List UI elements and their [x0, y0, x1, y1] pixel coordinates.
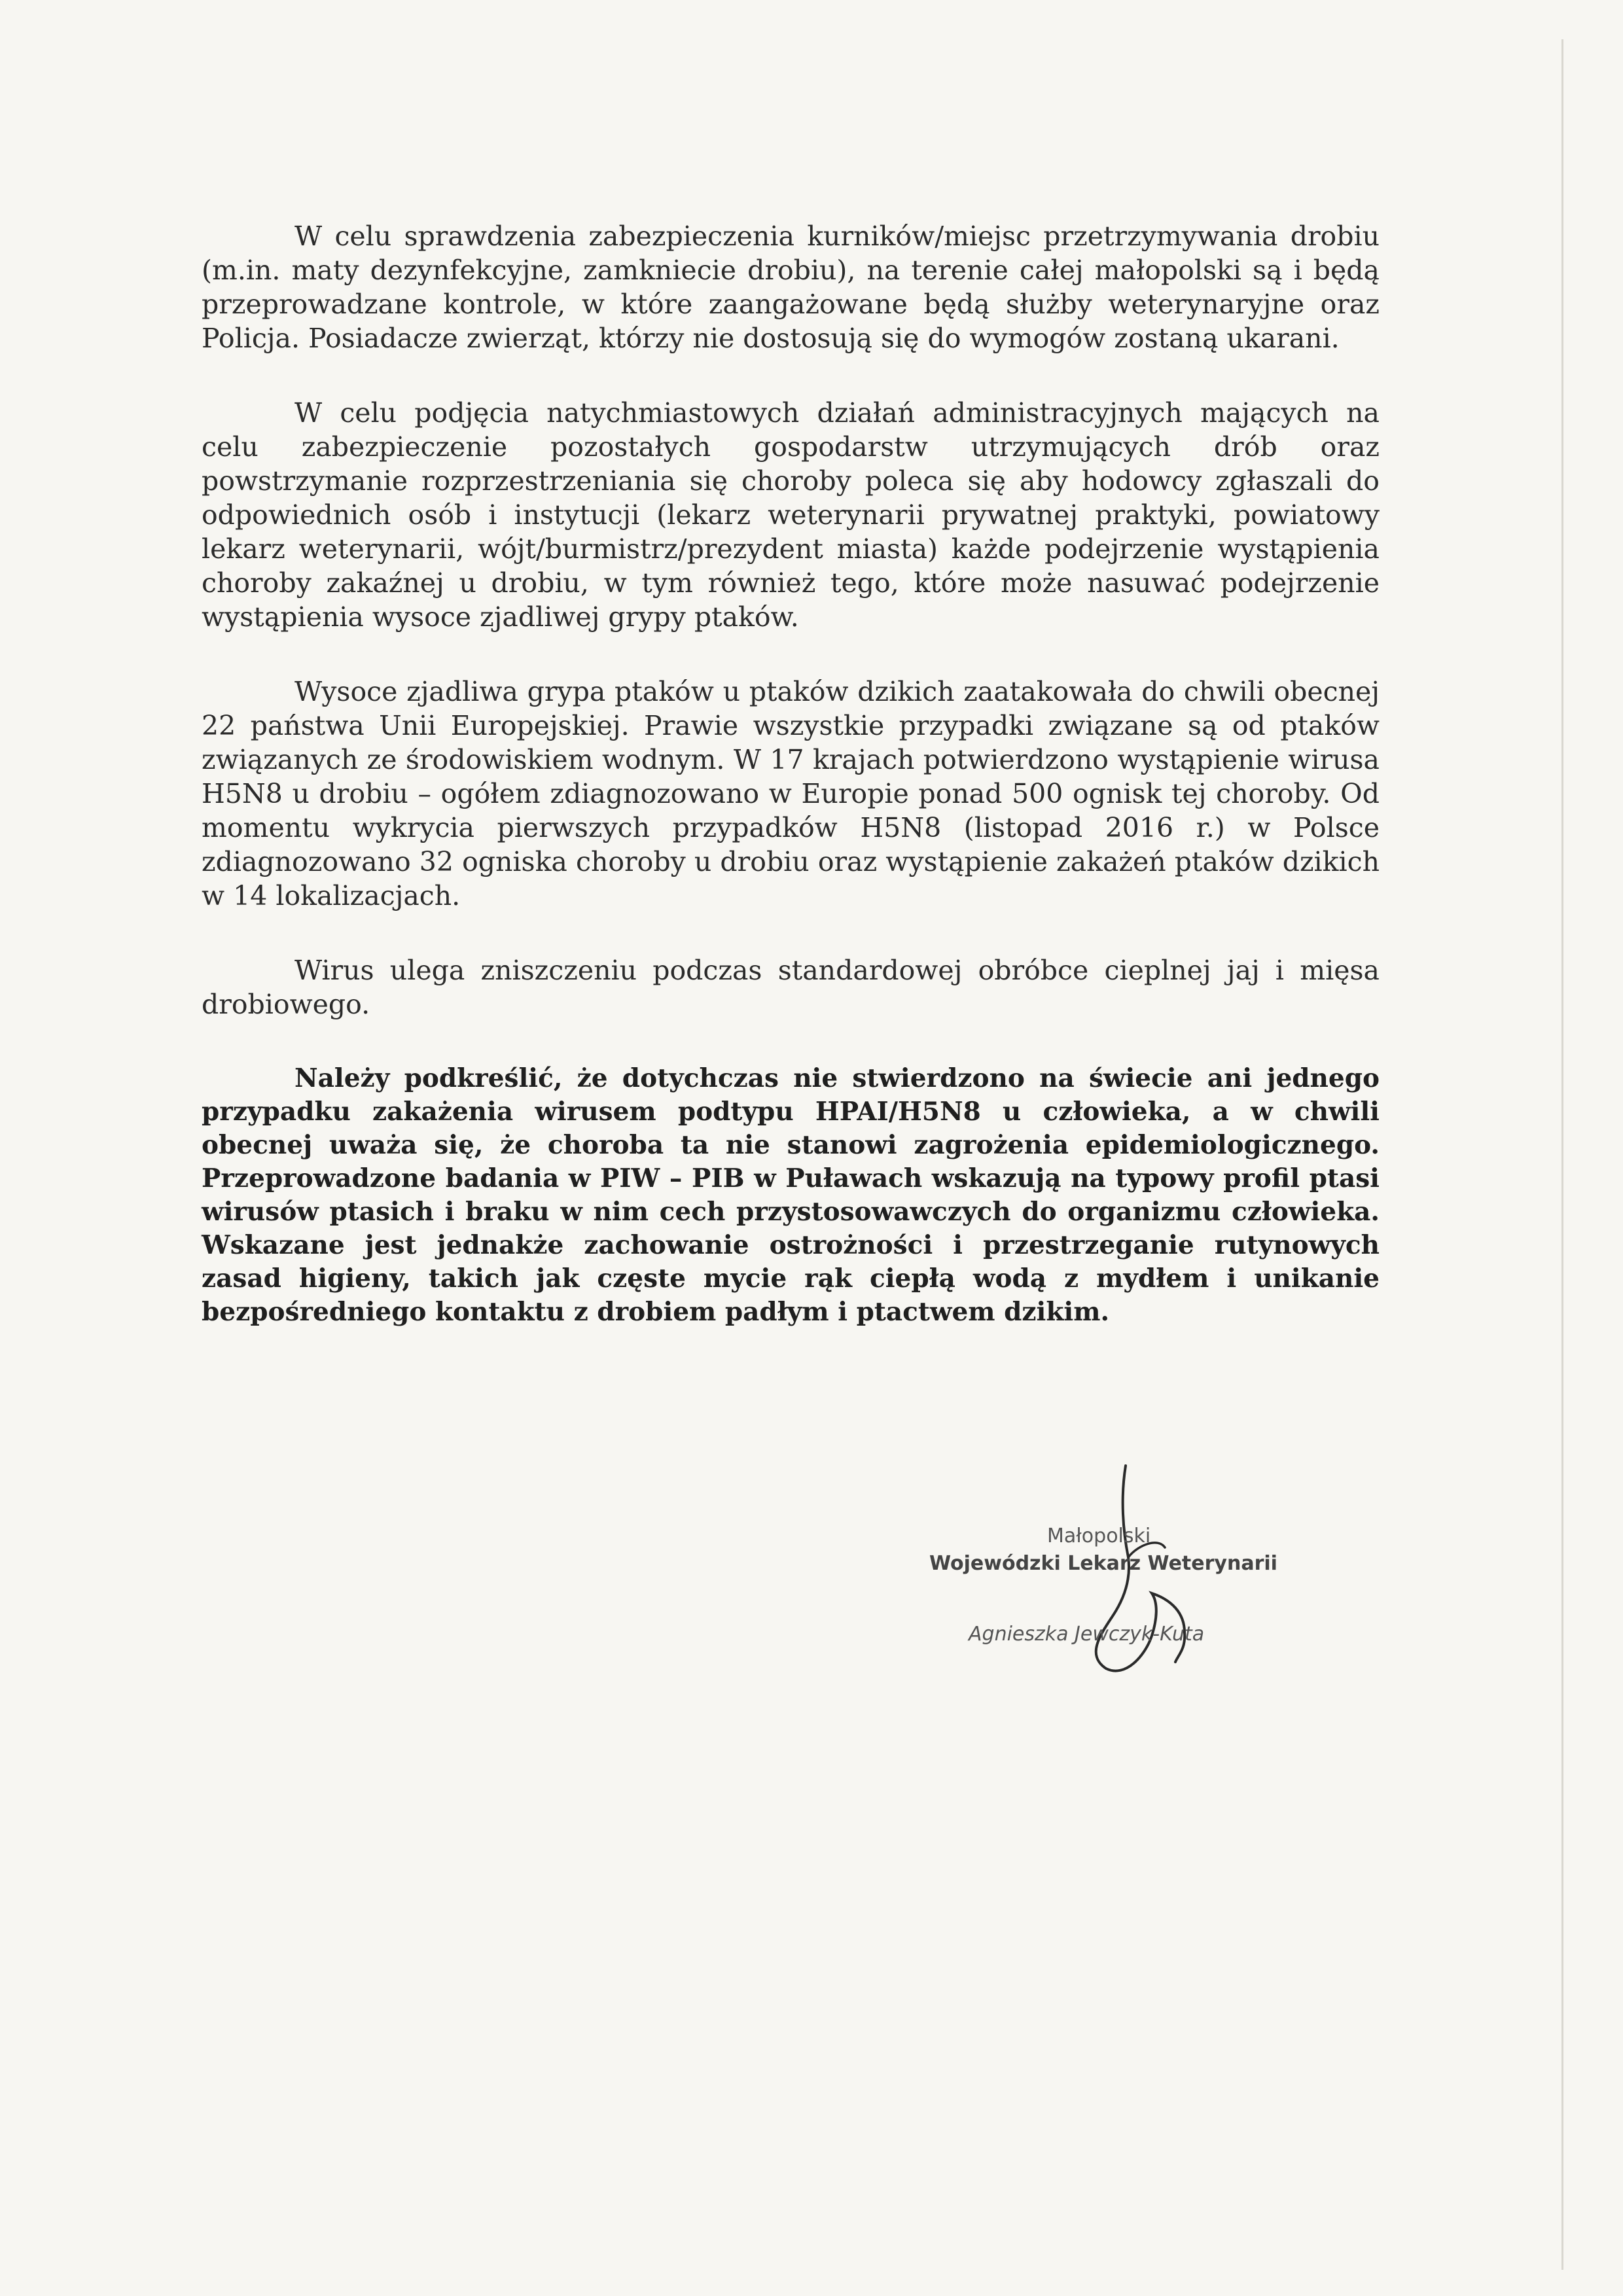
scan-edge-line: [1561, 39, 1563, 2270]
signature-block: [929, 1505, 1322, 1688]
paragraph-gap: [202, 1021, 1380, 1062]
handwritten-signature: [1060, 1459, 1230, 1695]
signature-name: Agnieszka Jewczyk-Kuta: [969, 1623, 1205, 1646]
paragraph-gap: [202, 913, 1380, 953]
signature-title-line1: Małopolski: [1047, 1525, 1151, 1547]
paragraph-gap: [202, 355, 1380, 396]
paragraph-heat-treatment: Wirus ulega zniszczeniu podczas standardowej obróbce cieplnej jaj i mięsa drobiowego.: [202, 955, 1380, 1020]
paragraph-outbreak-stats: Wysoce zjadliwa grypa ptaków u ptaków dzikich zaatakowała do chwili obecnej 22 państwa Unii Europejskiej. Prawie wszystkie przypadki związane są od ptaków związanych ze środowiskiem wodnym. W 17 krajach potwierdzono wystąpienie wirusa H5N8 u drobiu – ogółem zdiagnozowano w Europie ponad 500 ognisk tej choroby. Od momentu wykrycia pierwszych przypadków H5N8 (listopad 2016 r.) w Polsce zdiagnozowano 32 ogniska choroby u drobiu oraz wystąpienie zakażeń ptaków dzikich w 14 lokalizacjach.: [202, 676, 1380, 911]
paragraph-inspections: W celu sprawdzenia zabezpieczenia kurników/miejsc przetrzymywania drobiu (m.in. maty dezynfekcyjne, zamkniecie drobiu), na terenie całej małopolski są i będą przeprowadzane kontrole, w które zaangażowane będą służby weterynaryjne oraz Policja. Posiadacze zwierząt, którzy nie dostosują się do wymogów zostaną ukarani.: [202, 221, 1380, 354]
paragraph-emphasis: Należy podkreślić, że dotychczas nie stwierdzono na świecie ani jednego przypadku zakażenia wirusem podtypu HPAI/H5N8 u człowieka, a w chwili obecnej uważa się, że choroba ta nie stanowi zagrożenia epidemiologicznego. Przeprowadzone badania w PIW – PIB w Puławach wskazują na typowy profil ptasi wirusów ptasich i braku w nim cech przystosowawczych do organizmu człowieka. Wskazane jest jednakże zachowanie ostrożności i przestrzeganie rutynowych zasad higieny, takich jak częste mycie rąk ciepłą wodą z mydłem i unikanie bezpośredniego kontaktu z drobiem padłym i ptactwem dzikim.: [202, 1063, 1380, 1327]
signature-title-line2: Wojewódzki Lekarz Weterynarii: [929, 1552, 1277, 1575]
paragraph-reporting: W celu podjęcia natychmiastowych działań administracyjnych mających na celu zabezpieczenie pozostałych gospodarstw utrzymujących drób oraz powstrzymanie rozprzestrzeniania się choroby poleca się aby hodowcy zgłaszali do odpowiednich osób i instytucji (lekarz weterynarii prywatnej praktyki, powiatowy lekarz weterynarii, wójt/burmistrz/prezydent miasta) każde podejrzenie wystąpienia choroby zakaźnej u drobiu, w tym również tego, które może nasuwać podejrzenie wystąpienia wysoce zjadliwej grypy ptaków.: [202, 397, 1380, 633]
document-body: [202, 219, 1380, 1329]
paragraph-gap: [202, 634, 1380, 675]
